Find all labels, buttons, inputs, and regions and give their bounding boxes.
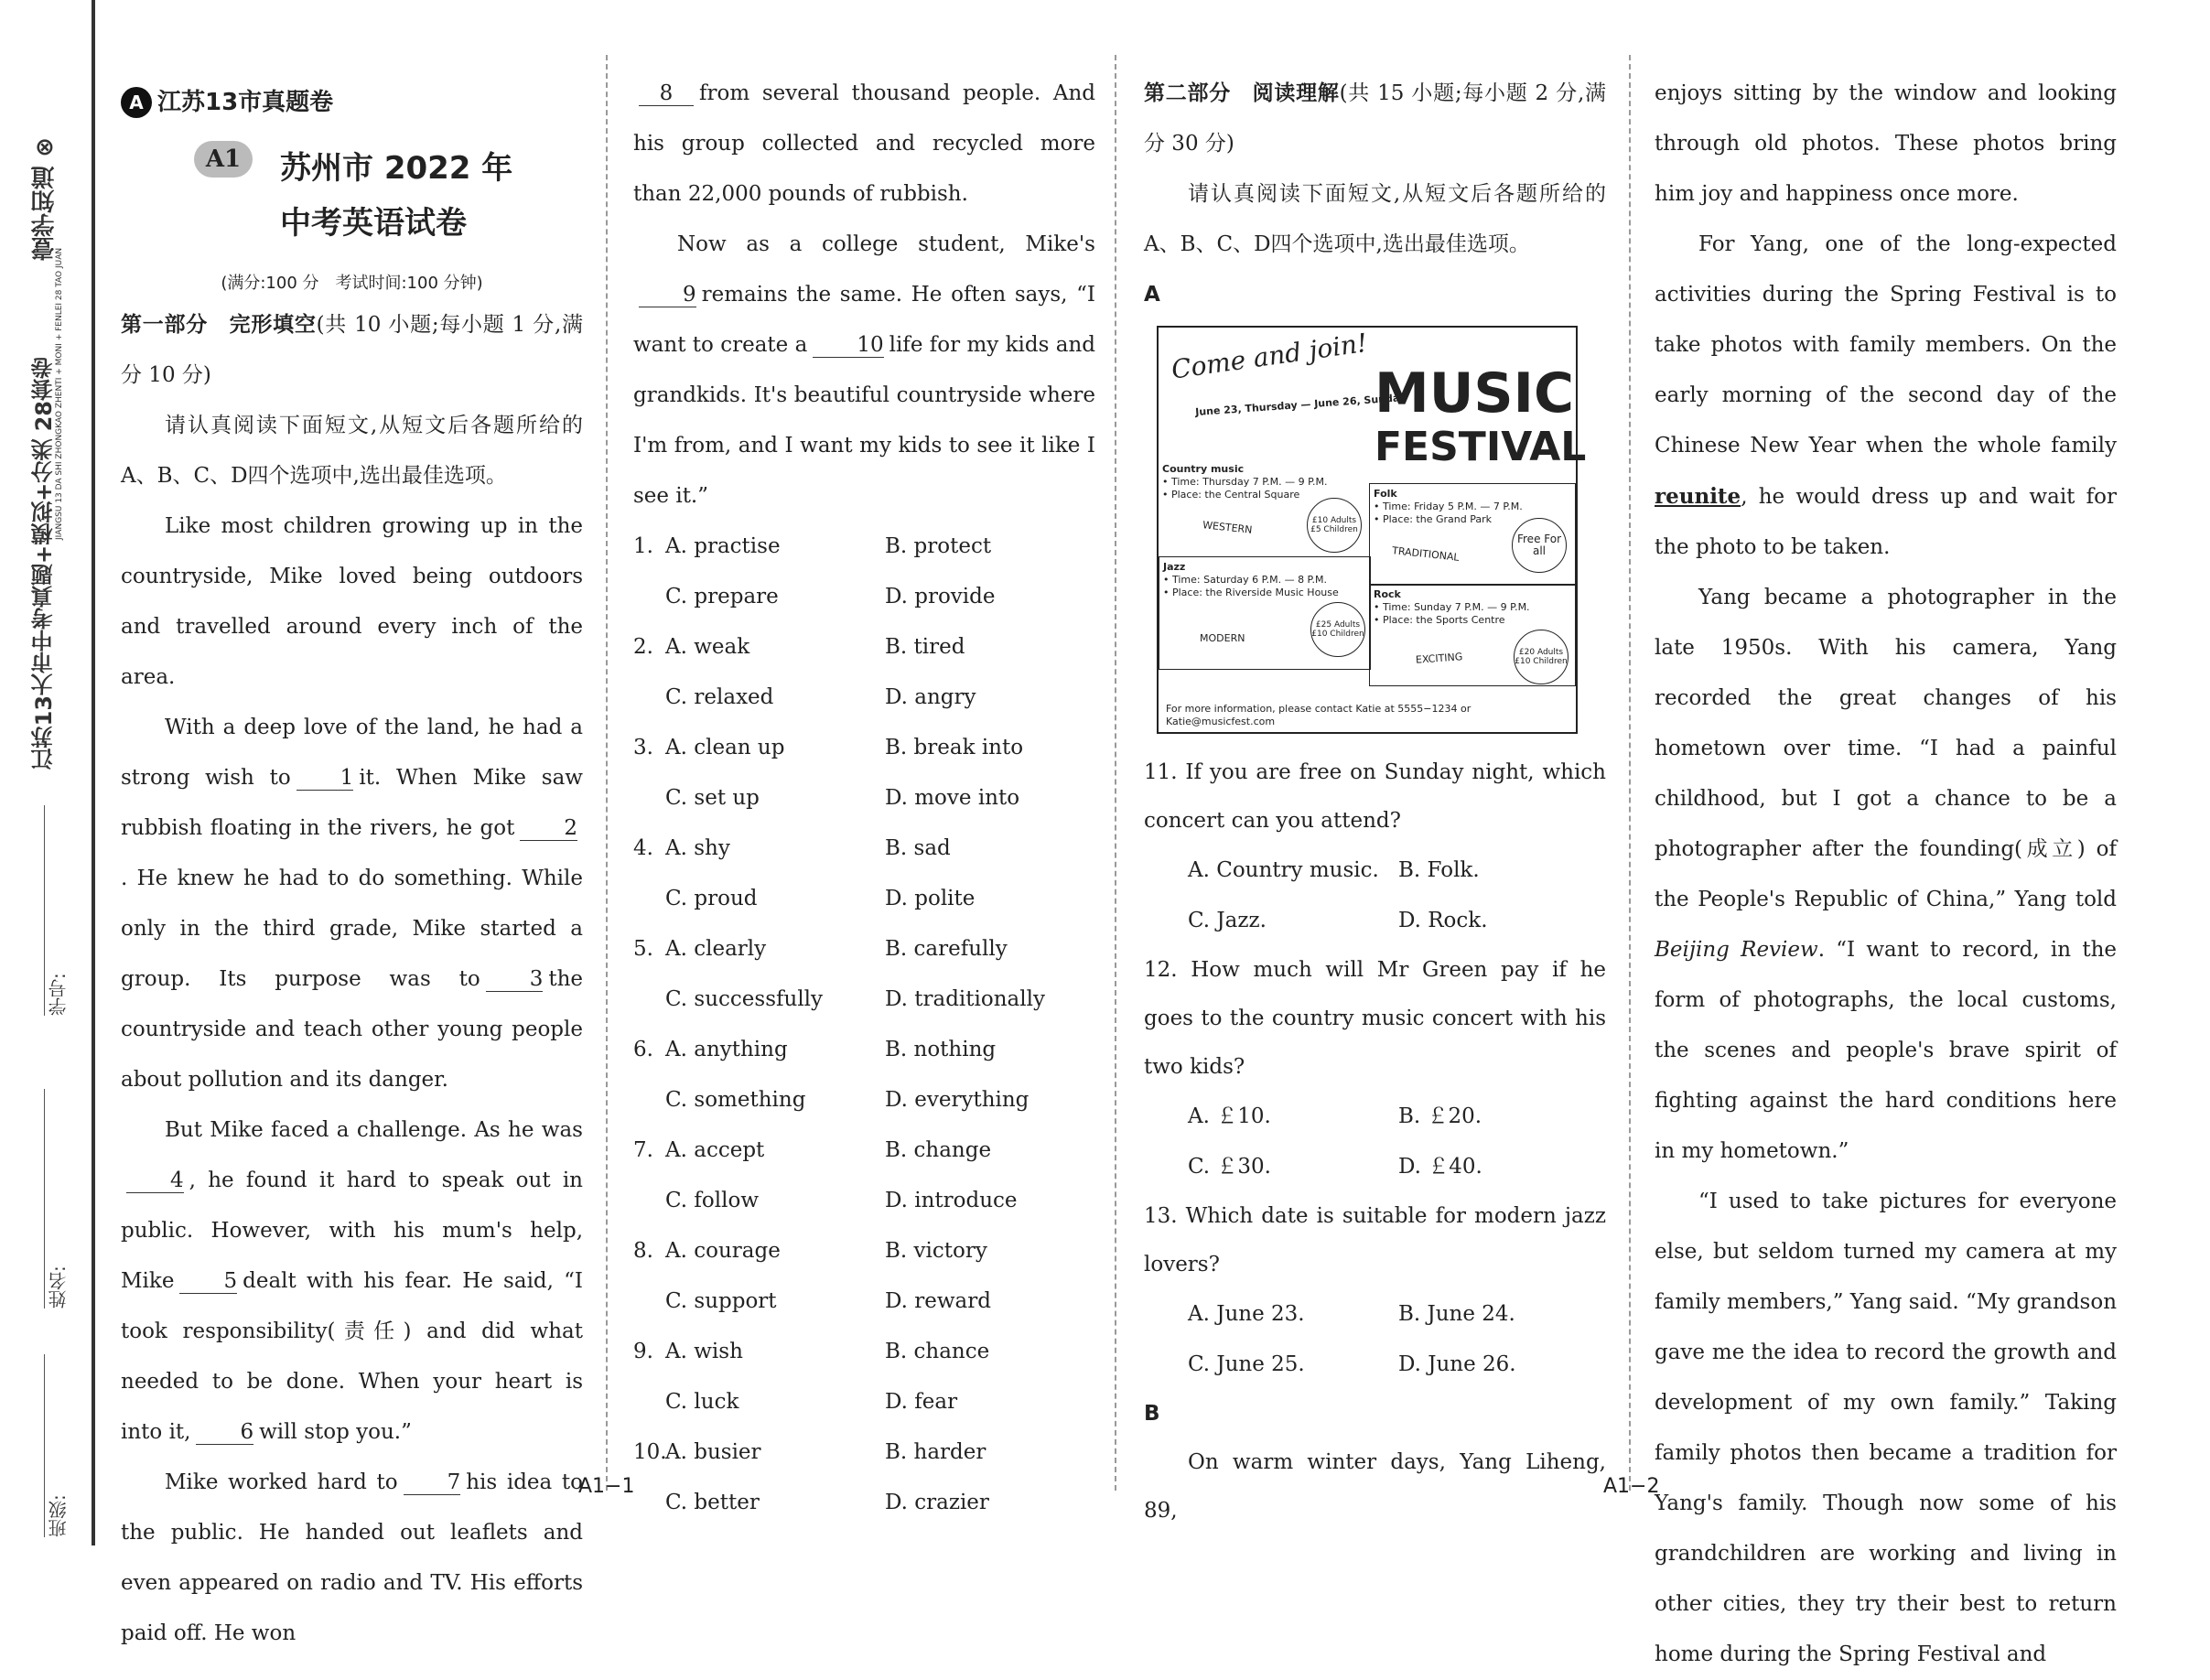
page-number-right: A1−2 bbox=[1603, 1475, 1660, 1498]
option[interactable]: A. June 23. bbox=[1188, 1302, 1305, 1326]
part2-title: 第二部分 阅读理解 bbox=[1144, 81, 1340, 105]
passage-paragraph: Mike worked hard to 7 his idea to the public. He handed out leaflets and even appeared on radio and TV. His efforts paid off. He won bbox=[121, 1470, 583, 1645]
passage-paragraph: “I used to take pictures for everyone else, but seldom turned my camera at my family members,” Yang said. “My grandson gave me the idea to record the growth and development of my own family.” Taking family photos then became a tradition for Yang's family. Though now some of his grandchildren are working and living in other cities, they try their best to return home during the Spring Festival and bbox=[1655, 1190, 2118, 1666]
option-d[interactable]: D. introduce bbox=[885, 1189, 1018, 1212]
option-b[interactable]: B. change bbox=[885, 1138, 992, 1162]
page-number-left: A1−1 bbox=[578, 1475, 635, 1498]
student-class-field[interactable]: 班级: bbox=[44, 1354, 71, 1537]
poster-music: MUSIC bbox=[1375, 361, 1574, 425]
part1-instructions: 请认真阅读下面短文,从短文后各题所给的A、B、C、D四个选项中,选出最佳选项。 bbox=[121, 414, 583, 488]
option-b[interactable]: B. carefully bbox=[885, 937, 1008, 961]
option[interactable]: C. ￡30. bbox=[1188, 1155, 1271, 1179]
option[interactable]: D. Rock. bbox=[1398, 909, 1488, 932]
option-b[interactable]: B. harder bbox=[885, 1440, 986, 1464]
column-3 bbox=[1144, 69, 1606, 320]
part1-title: 第一部分 完形填空 bbox=[121, 313, 317, 337]
blank-1[interactable]: 1 bbox=[296, 766, 354, 791]
jazz-price: £25 Adults £10 Children bbox=[1310, 602, 1365, 657]
folk-price: Free For all bbox=[1512, 518, 1567, 573]
option-row: 10. A. busier B. harder bbox=[633, 1427, 1095, 1478]
option-b[interactable]: B. break into bbox=[885, 736, 1024, 759]
option-row: 3. A. clean up B. break into bbox=[633, 723, 1095, 773]
section-a-label: A bbox=[1144, 283, 1160, 307]
option-row bbox=[633, 1176, 1095, 1226]
option-row: 8. A. courage B. victory bbox=[633, 1226, 1095, 1276]
option-row: 9. A. wish B. chance bbox=[633, 1327, 1095, 1377]
page-title-line1: 苏州市 2022 年 bbox=[280, 150, 513, 187]
option-c[interactable]: C. support bbox=[665, 1289, 777, 1313]
badge-icon: A bbox=[121, 87, 152, 118]
option-a[interactable]: A. courage bbox=[665, 1239, 781, 1263]
option-row: 2. A. weak B. tired bbox=[633, 622, 1095, 673]
part2-note: (共 15 小题;每小题 2 分,满分 30 分) bbox=[1144, 81, 1607, 156]
option-a[interactable]: A. anything bbox=[665, 1038, 788, 1061]
option-d[interactable]: D. move into bbox=[885, 786, 1020, 810]
blank-3[interactable]: 3 bbox=[486, 967, 544, 992]
passage-paragraph: 8 from several thousand people. And his group collected and recycled more than 22,000 pounds of rubbish. bbox=[633, 81, 1095, 206]
option-row bbox=[633, 975, 1095, 1025]
country-price: £10 Adults £5 Children bbox=[1307, 498, 1362, 553]
blank-9[interactable]: 9 bbox=[639, 283, 696, 307]
rock-box: Rock • Time: Sunday 7 P.M. — 9 P.M. • Place: the Sports Centre EXCITING bbox=[1369, 584, 1576, 686]
poster-festival: FESTIVAL bbox=[1375, 424, 1587, 470]
column-4 bbox=[1655, 69, 2117, 1680]
option-row bbox=[633, 1377, 1095, 1427]
title-block bbox=[121, 141, 583, 251]
passage-paragraph: enjoys sitting by the window and looking through old photos. These photos bring him joy and happiness once more. bbox=[1655, 81, 2117, 206]
option-a[interactable]: A. practise bbox=[665, 534, 781, 558]
option-b[interactable]: B. tired bbox=[885, 635, 965, 659]
option-row bbox=[633, 1478, 1095, 1528]
brand-logo: 壹学知道 ⊗ bbox=[31, 137, 59, 261]
option-b[interactable]: B. sad bbox=[885, 836, 951, 860]
blank-6[interactable]: 6 bbox=[196, 1420, 253, 1445]
column-divider bbox=[1629, 55, 1631, 1491]
option-a[interactable]: A. clean up bbox=[665, 736, 785, 759]
column-1 bbox=[121, 84, 583, 1659]
passage-paragraph: Like most children growing up in the countryside, Mike loved being outdoors and travelled around every inch of the area. bbox=[121, 514, 583, 689]
option-d[interactable]: D. angry bbox=[885, 685, 976, 709]
option-d[interactable]: D. traditionally bbox=[885, 987, 1045, 1011]
part1-note: (共 10 小题;每小题 1 分,满分 10 分) bbox=[121, 313, 584, 387]
reading-questions bbox=[1144, 748, 1606, 1535]
option-d[interactable]: D. provide bbox=[885, 585, 996, 608]
option-row: 5. A. clearly B. carefully bbox=[633, 924, 1095, 975]
passage-paragraph: With a deep love of the land, he had a strong wish to 1 it. When Mike saw rubbish floating in the rivers, he got 2. He knew he had to do something. While only in the third grade, Mike started a group. Its purpose was to 3 the countryside and teach other young people about pollution and its danger. bbox=[121, 716, 583, 1092]
question-13: 13. Which date is suitable for modern jazz lovers? bbox=[1144, 1204, 1606, 1276]
option-row: 1. A. practise B. protect bbox=[633, 522, 1095, 572]
blank-2[interactable]: 2 bbox=[520, 816, 577, 841]
page-title-line2: 中考英语试卷 bbox=[280, 205, 467, 242]
blank-4[interactable]: 4 bbox=[126, 1168, 184, 1193]
option[interactable]: C. June 25. bbox=[1188, 1352, 1305, 1376]
option-b[interactable]: B. chance bbox=[885, 1340, 990, 1363]
blank-10[interactable]: 10 bbox=[813, 333, 883, 358]
binding-line bbox=[92, 0, 95, 1545]
option-row: 4. A. shy B. sad bbox=[633, 824, 1095, 874]
option-b[interactable]: B. nothing bbox=[885, 1038, 997, 1061]
option-a[interactable]: A. busier bbox=[665, 1440, 761, 1464]
option-row bbox=[633, 1276, 1095, 1327]
option[interactable]: A. ￡10. bbox=[1188, 1104, 1271, 1128]
section-b-label: B bbox=[1144, 1402, 1160, 1426]
series-tag bbox=[121, 84, 583, 121]
option-b[interactable]: B. victory bbox=[885, 1239, 987, 1263]
poster-slogan: Come and join! bbox=[1170, 327, 1370, 385]
option-a[interactable]: A. weak bbox=[665, 635, 750, 659]
paper-number: A1 bbox=[194, 141, 253, 178]
music-festival-poster bbox=[1157, 326, 1587, 734]
series-title: 江苏13大市中考真题+模拟+分类 28套卷 bbox=[31, 357, 57, 770]
option-c[interactable]: C. follow bbox=[665, 1189, 760, 1212]
series-tag-label: 江苏13市真题卷 bbox=[157, 89, 334, 116]
question-11: 11. If you are free on Sunday night, which concert can you attend? bbox=[1144, 760, 1606, 833]
option-c[interactable]: C. prepare bbox=[665, 585, 779, 608]
option-d[interactable]: D. crazier bbox=[885, 1491, 989, 1514]
option-a[interactable]: A. accept bbox=[665, 1138, 765, 1162]
option[interactable]: D. ￡40. bbox=[1398, 1155, 1482, 1179]
column-divider bbox=[606, 55, 608, 1491]
jazz-box: Jazz • Time: Saturday 6 P.M. — 8 P.M. • Place: the Riverside Music House MODERN bbox=[1159, 556, 1371, 670]
exam-meta: (满分:100 分 考试时间:100 分钟) bbox=[221, 274, 483, 293]
column-2 bbox=[633, 69, 1095, 1528]
column-divider bbox=[1115, 55, 1116, 1491]
student-name-field[interactable]: 姓名: bbox=[44, 1089, 71, 1308]
option-row bbox=[633, 874, 1095, 924]
option-a[interactable]: A. wish bbox=[665, 1340, 743, 1363]
folk-box: Folk • Time: Friday 5 P.M. — 7 P.M. • Place: the Grand Park TRADITIONAL bbox=[1369, 483, 1576, 586]
option[interactable]: B. ￡20. bbox=[1398, 1104, 1482, 1128]
option-d[interactable]: D. everything bbox=[885, 1088, 1030, 1112]
option-row bbox=[633, 1075, 1095, 1125]
option-c[interactable]: C. set up bbox=[665, 786, 760, 810]
option-d[interactable]: D. polite bbox=[885, 887, 976, 910]
option-row: 7. A. accept B. change bbox=[633, 1125, 1095, 1176]
option-c[interactable]: C. luck bbox=[665, 1390, 739, 1414]
option-c[interactable]: C. something bbox=[665, 1088, 806, 1112]
passage-b-intro: On warm winter days, Yang Liheng, 89, bbox=[1144, 1450, 1606, 1523]
option-row bbox=[633, 673, 1095, 723]
question-12: 12. How much will Mr Green pay if he goes to the country music concert with his two kids? bbox=[1144, 958, 1606, 1079]
option-c[interactable]: C. better bbox=[665, 1491, 760, 1514]
blank-5[interactable]: 5 bbox=[179, 1269, 237, 1294]
options-list bbox=[633, 522, 1095, 1528]
passage-paragraph: Yang became a photographer in the late 1950s. With his camera, Yang recorded the great changes of his hometown over time. “I had a painful childhood, but I got a chance to be a photographer after the founding(成立) of the People's Republic of China,” Yang told Beijing Review. “I want to record, in the form of photographs, the local customs, the scenes and people's brave spirit of fighting against the hard conditions here in my hometown.” bbox=[1655, 586, 2117, 1163]
poster-contact: For more information, please contact Katie at 5555−1234 or Katie@musicfest.com bbox=[1166, 703, 1472, 727]
option-row bbox=[633, 572, 1095, 622]
passage-paragraph: For Yang, one of the long-expected activities during the Spring Festival is to take photos with family members. On the early morning of the second day of the Chinese New Year when the whole family reunite, he would dress up and wait for the photo to be taken. bbox=[1655, 232, 2117, 559]
option-c[interactable]: C. successfully bbox=[665, 987, 824, 1011]
option-row bbox=[633, 773, 1095, 824]
option-d[interactable]: D. reward bbox=[885, 1289, 991, 1313]
option-row: 6. A. anything B. nothing bbox=[633, 1025, 1095, 1075]
rock-price: £20 Adults £10 Children bbox=[1514, 630, 1569, 684]
passage-paragraph: Now as a college student, Mike's9 remains the same. He often says, “I want to create a 10 life for my kids and grandkids. It's beautiful countryside where I'm from, and I want my kids to see it like I see it.” bbox=[633, 232, 1095, 508]
option[interactable]: A. Country music. bbox=[1188, 858, 1379, 882]
series-pinyin: JIANGSU 13 DA SHI ZHONGKAO ZHENTI + MONI + FENLEI 28 TAO JUAN bbox=[55, 247, 64, 540]
passage-paragraph: But Mike faced a challenge. As he was4 , he found it hard to speak out in public. However, with his mum's help, Mike 5 dealt with his fear. He said, “I took responsibility(责任) and did what needed to be done. When your heart is into it, 6 will stop you.” bbox=[121, 1118, 583, 1444]
option-c[interactable]: C. proud bbox=[665, 887, 758, 910]
option[interactable]: D. June 26. bbox=[1398, 1352, 1516, 1376]
student-id-field[interactable]: 学号: bbox=[44, 805, 71, 1016]
option-a[interactable]: A. clearly bbox=[665, 937, 767, 961]
option[interactable]: B. June 24. bbox=[1398, 1302, 1515, 1326]
poster-dates: June 23, Thursday — June 26, Sunday bbox=[1194, 391, 1407, 419]
option[interactable]: B. Folk. bbox=[1398, 858, 1480, 882]
blank-8[interactable]: 8 bbox=[639, 81, 694, 106]
option-c[interactable]: C. relaxed bbox=[665, 685, 774, 709]
option-d[interactable]: D. fear bbox=[885, 1390, 958, 1414]
option-a[interactable]: A. shy bbox=[665, 836, 730, 860]
part2-instructions: 请认真阅读下面短文,从短文后各题所给的A、B、C、D四个选项中,选出最佳选项。 bbox=[1144, 182, 1606, 256]
keyword-reunite: reunite bbox=[1655, 484, 1741, 509]
option[interactable]: C. Jazz. bbox=[1188, 909, 1267, 932]
option-b[interactable]: B. protect bbox=[885, 534, 992, 558]
blank-7[interactable]: 7 bbox=[404, 1470, 461, 1495]
country-box: Country music • Time: Thursday 7 P.M. — 9 P.M. • Place: the Central Square WESTERN bbox=[1162, 463, 1328, 536]
